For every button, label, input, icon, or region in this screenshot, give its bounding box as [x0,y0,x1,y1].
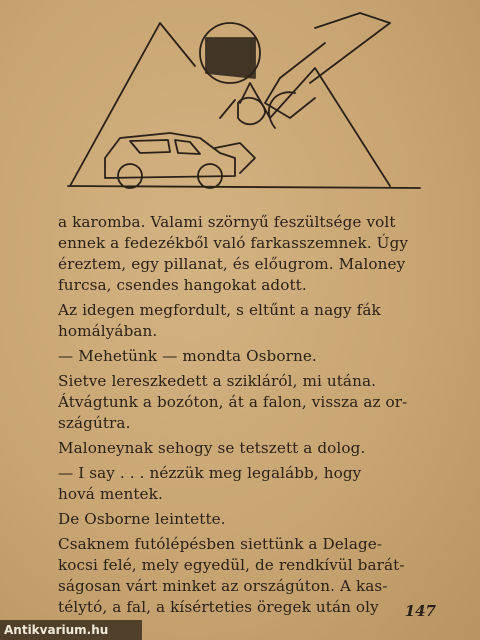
text-line: Átvágtunk a bozóton, át a falon, vissza az or- [58,393,408,411]
text-line: a karomba. Valami szörnyű feszültsége volt [58,213,396,231]
paragraph-5 [58,438,436,459]
text-line: furcsa, csendes hangokat adott. [58,276,307,294]
text-line: éreztem, egy pillanat, és előugrom. Maloney [58,255,406,273]
page-number: 147 [404,602,436,620]
text-line: homályában. [58,322,158,340]
paragraph-6 [58,463,436,505]
paragraph-3 [58,346,436,367]
text-line: ságosan várt minket az országúton. A kas- [58,577,388,595]
paragraph-4 [58,371,436,434]
paragraph-7 [58,509,436,530]
text-line: télytó, a fal, a kísérteties öregek után oly [58,598,379,616]
text-line: kocsi felé, mely egyedül, de rendkívül barát- [58,556,405,574]
text-line: — I say . . . nézzük meg legalább, hogy [58,464,362,482]
paragraph-1 [58,212,436,296]
paragraph-2 [58,300,436,342]
text-line: Maloneynak sehogy se tetszett a dolog. [58,439,366,457]
text-line: hová mentek. [58,485,163,503]
text-line: Az idegen megfordult, s eltűnt a nagy fák [58,301,381,319]
text-line: De Osborne leintette. [58,510,226,528]
text-line: — Mehetünk — mondta Osborne. [58,347,317,365]
text-line: Sietve lereszkedett a szikláról, mi utána. [58,372,377,390]
body-text [58,212,436,622]
text-line: ennek a fedezékből való farkasszemnek. Úgy [58,234,409,252]
paragraph-8 [58,534,436,618]
car-crash-illustration [60,8,440,198]
watermark: Antikvarium.hu [0,620,142,640]
text-line: szágútra. [58,414,131,432]
text-line: Csaknem futólépésben siettünk a Delage- [58,535,383,553]
